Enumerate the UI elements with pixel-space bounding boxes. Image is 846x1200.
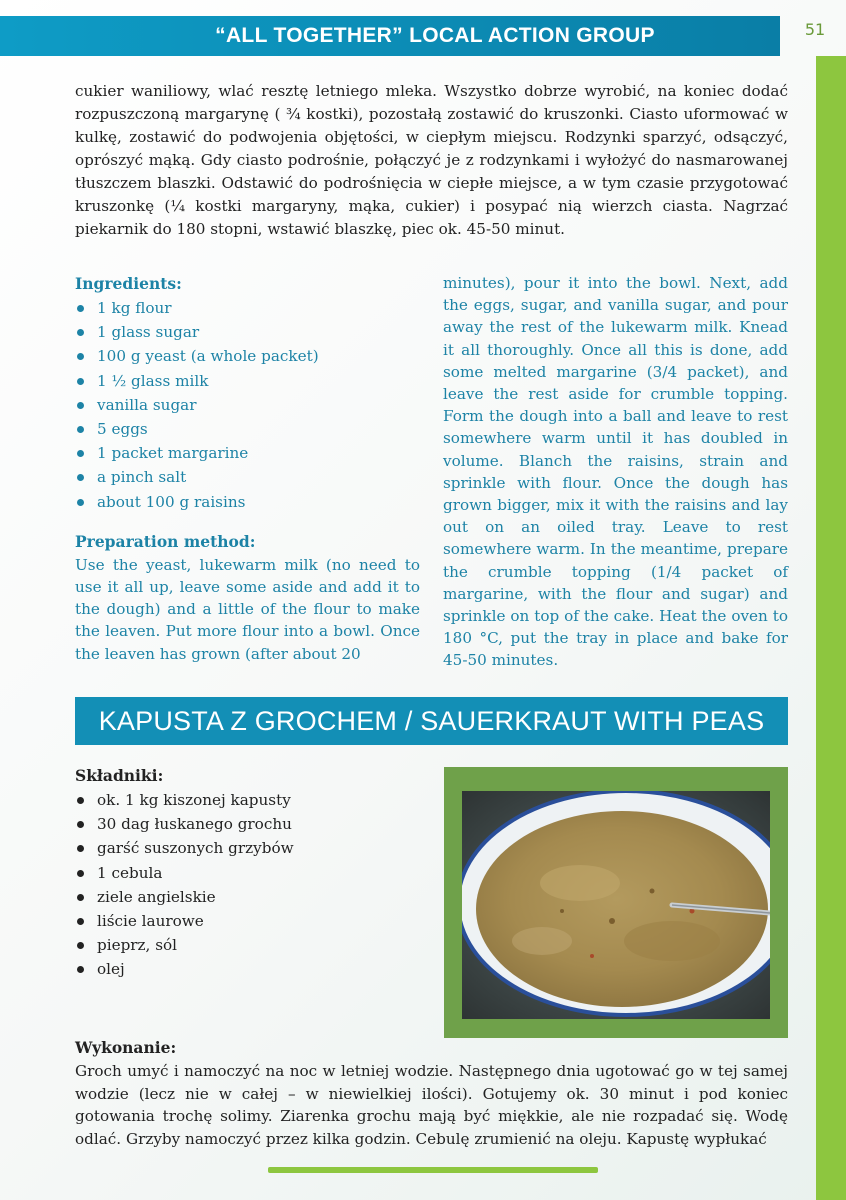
list-item: ok. 1 kg kiszonej kapusty bbox=[75, 788, 405, 812]
side-accent-strip bbox=[816, 56, 846, 1200]
polish-method-block bbox=[75, 1036, 788, 1150]
wykonanie-text: Groch umyć i namoczyć na noc w letniej wodzie. Następnego dnia ugotować go w tej samej wodzie (lecz nie w całej – w niewielkiej ilości). Gotujemy ok. 30 minut i pod koniec gotowania trochę solimy. Ziarenka grochu mają być miękkie, ale nie rozpadać się. Wodę odlać. Grzyby namoczyć przez kilka godzin. Cebulę zrumienić na oleju. Kapustę wypłukać bbox=[75, 1062, 788, 1148]
polish-ingredients-block bbox=[75, 764, 405, 982]
header-title: “ALL TOGETHER” LOCAL ACTION GROUP bbox=[215, 24, 655, 47]
footer-divider bbox=[268, 1167, 598, 1173]
section-title-banner: KAPUSTA Z GROCHEM / SAUERKRAUT WITH PEAS bbox=[75, 697, 788, 745]
list-item: 100 g yeast (a whole packet) bbox=[75, 344, 420, 368]
list-item: 1 kg flour bbox=[75, 296, 420, 320]
english-left-column bbox=[75, 272, 420, 665]
list-item: about 100 g raisins bbox=[75, 490, 420, 514]
intro-polish-paragraph: cukier waniliowy, wlać resztę letniego mleka. Wszystko dobrze wyrobić, na koniec dodać rozpuszczoną margarynę ( ¾ kostki), pozostałą zostawić do kruszonki. Ciasto uformować w kulkę, zostawić do podwojenia objętości, w ciepłym miejscu. Rodzynki sparzyć, odsączyć, oprószyć mąką. Gdy ciasto podrośnie, połączyć je z rodzynkami i wyłożyć do nasmarowanej tłuszczem blaszki. Odstawić do podrośnięcia w ciepłe miejsce, a w tym czasie przygotować kruszonkę (¼ kostki margaryny, mąka, cukier) i posypać nią wierzch ciasta. Nagrzać piekarnik do 180 stopni, wstawić blaszkę, piec ok. 45-50 minut. bbox=[75, 82, 788, 238]
english-right-column bbox=[443, 272, 788, 672]
list-item: pieprz, sól bbox=[75, 933, 405, 957]
page-number: 51 bbox=[804, 20, 826, 39]
list-item: 1 ½ glass milk bbox=[75, 369, 420, 393]
list-item: 1 cebula bbox=[75, 861, 405, 885]
list-item: liście laurowe bbox=[75, 909, 405, 933]
dish-photo-icon bbox=[462, 791, 770, 1019]
list-item: a pinch salt bbox=[75, 465, 420, 489]
list-item: 1 packet margarine bbox=[75, 441, 420, 465]
method-text-left: Use the yeast, lukewarm milk (no need to use it all up, leave some aside and add it to the dough) and a little of the flour to make the leaven. Put more flour into a bowl. Once the leaven has grown (after about 20 bbox=[75, 555, 420, 663]
list-item: 1 glass sugar bbox=[75, 320, 420, 344]
list-item: 30 dag łuskanego grochu bbox=[75, 812, 405, 836]
preparation-heading: Preparation method: bbox=[75, 531, 256, 551]
list-item: 5 eggs bbox=[75, 417, 420, 441]
method-text-right: minutes), pour it into the bowl. Next, add the eggs, sugar, and vanilla sugar, and pour away the rest of the lukewarm milk. Knead it all thoroughly. Once all this is done, add some melted margarine (3/4 packet), and leave the rest aside for crumble topping. Form the dough into a ball and leave to rest somewhere warm until it has doubled in volume. Blanch the raisins, strain and sprinkle with flour. Once the dough has grown bigger, mix it with the raisins and lay out on an oiled tray. Leave to rest somewhere warm. In the meantime, prepare the crumble topping (1/4 packet of margarine, with the flour and sugar) and sprinkle on top of the cake. Heat the oven to 180 °C, put the tray in place and bake for 45-50 minutes. bbox=[443, 274, 788, 670]
wykonanie-heading: Wykonanie: bbox=[75, 1038, 177, 1057]
skladniki-heading: Składniki: bbox=[75, 766, 164, 785]
list-item: ziele angielskie bbox=[75, 885, 405, 909]
english-ingredients-list bbox=[75, 296, 420, 514]
ingredients-heading: Ingredients: bbox=[75, 274, 182, 293]
list-item: olej bbox=[75, 957, 405, 981]
list-item: vanilla sugar bbox=[75, 393, 420, 417]
polish-ingredients-list bbox=[75, 788, 405, 982]
photo-frame bbox=[444, 767, 788, 1038]
page-header bbox=[0, 0, 846, 58]
list-item: garść suszonych grzybów bbox=[75, 836, 405, 860]
